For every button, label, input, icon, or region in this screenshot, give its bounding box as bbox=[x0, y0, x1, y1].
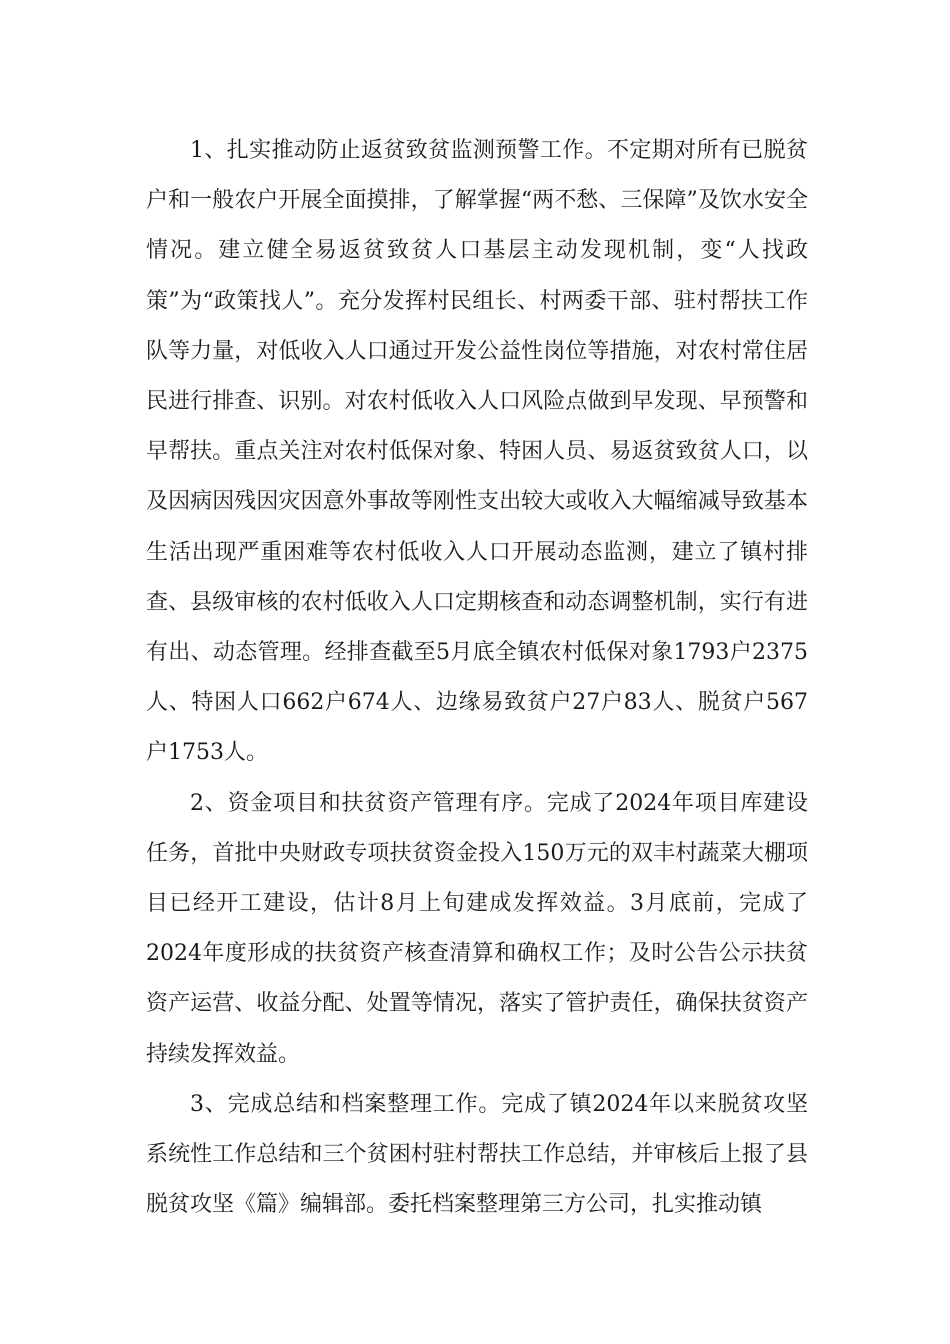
paragraph-2: 2、资金项目和扶贫资产管理有序。完成了2024年项目库建设任务，首批中央财政专项扶贫资金投入150万元的双丰村蔬菜大棚项目已经开工建设，估计8月上旬建成发挥效益。3月底前，完成了2024年度形成的扶贫资产核查清算和确权工作；及时公告公示扶贫资产运营、收益分配、处置等情况，落实了管护责任，确保扶贫资产持续发挥效益。 bbox=[146, 790, 808, 1067]
paragraph-3: 3、完成总结和档案整理工作。完成了镇2024年以来脱贫攻坚系统性工作总结和三个贫困村驻村帮扶工作总结，并审核后上报了县脱贫攻坚《篇》编辑部。委托档案整理第三方公司，扎实推动镇 bbox=[146, 1091, 808, 1218]
paragraph-1: 1、扎实推动防止返贫致贫监测预警工作。不定期对所有已脱贫户和一般农户开展全面摸排，了解掌握“两不愁、三保障”及饮水安全情况。建立健全易返贫致贫人口基层主动发现机制，变“人找政策”为“政策找人”。充分发挥村民组长、村两委干部、驻村帮扶工作队等力量，对低收入人口通过开发公益性岗位等措施，对农村常住居民进行排查、识别。对农村低收入人口风险点做到早发现、早预警和早帮扶。重点关注对农村低保对象、特困人员、易返贫致贫人口，以及因病因残因灾因意外事故等刚性支出较大或收入大幅缩减导致基本生活出现严重困难等农村低收入人口开展动态监测，建立了镇村排查、县级审核的农村低收入人口定期核查和动态调整机制，实行有进有出、动态管理。经排查截至5月底全镇农村低保对象1793户2375人、特困人口662户674人、边缘易致贫户27户83人、脱贫户567户1753人。 bbox=[146, 138, 808, 766]
document-body bbox=[146, 126, 808, 1230]
